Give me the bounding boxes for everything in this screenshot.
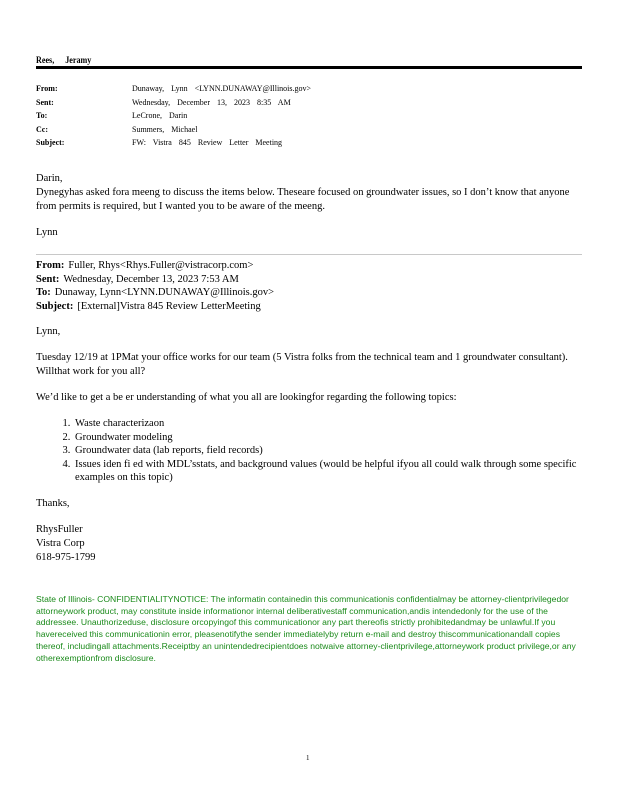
header-row-sent <box>36 96 311 110</box>
header-label: Sent: <box>36 97 54 107</box>
header-label: From: <box>36 84 58 93</box>
header-divider <box>36 66 582 69</box>
fwd-label: Subject: <box>36 300 74 312</box>
message-paragraph: Dynegyhas asked fora meeng to discuss the items below. Theseare focused on groundwater issues, so I don’t know that anyone from permits is required, but I wanted you to be aware of the meeng. <box>36 187 570 212</box>
signature-phone: 618-975-1799 <box>36 551 96 563</box>
fwd-label: Sent: <box>36 273 60 285</box>
fwd-paragraph-1: Tuesday 12/19 at 1PMat your office works for our team (5 Vistra folks from the technical team and 1 groundwater consultant). Willthat work for you all? <box>36 352 568 377</box>
signature-name: RhysFuller <box>36 523 83 535</box>
top-sender-name: Rees, Jeramy <box>36 55 92 65</box>
fwd-greeting: Lynn, <box>36 326 61 337</box>
fwd-row-subject <box>36 300 582 314</box>
header-value: Dunaway, Lynn <LYNN.DUNAWAY@Illinois.gov> <box>132 84 312 93</box>
header-row-from <box>36 82 311 96</box>
email-header <box>36 82 311 150</box>
fwd-thanks: Thanks, <box>36 497 70 509</box>
forward-divider <box>36 254 582 255</box>
fwd-row-from <box>36 259 582 273</box>
fwd-row-sent <box>36 273 582 287</box>
fwd-label: To: <box>36 287 51 298</box>
fwd-label: From: <box>36 260 65 271</box>
header-value: Wednesday, December 13, 2023 8:35 AM <box>132 97 291 107</box>
list-item: 3. Groundwater data (lab reports, field records) <box>73 444 582 458</box>
header-value: Summers, Michael <box>132 124 198 134</box>
fwd-value: [External]Vistra 845 Review LetterMeeting <box>77 300 261 312</box>
topics-list <box>36 417 582 485</box>
message-signoff: Lynn <box>36 227 58 238</box>
header-row-cc <box>36 123 311 137</box>
email-body <box>36 172 582 565</box>
message-greeting: Darin, <box>36 173 63 184</box>
confidentiality-notice: State of Illinois- CONFIDENTIALITYNOTICE: The informatin containedin this communicationis confidentialmay be attorney-clientprivilegedor attorneywork product, may constitute inside informationor internal deliberativestaff communication,andis intendedonly for the use of the addressee. Unauthorizeduse, disclosure orcopyingof this communicationor any part thereofis strictly prohibitedandmay be unlawful.If you havereceived this communicationin error, pleasenotifythe sender immediatelyby return e-mail and destroy thiscommunicationandall copies thereof, includingall attachments.Receiptby an unintendedrecipientdoes notwaive attorney-clientprivilege,attorneywork product privilege,or any otherexemptionfrom disclosure. <box>36 594 576 663</box>
header-label: Subject: <box>36 138 65 147</box>
page-number: 1 <box>306 754 310 762</box>
header-value: FW: Vistra 845 Review Letter Meeting <box>132 138 283 147</box>
fwd-value: Fuller, Rhys<Rhys.Fuller@vistracorp.com> <box>68 260 254 271</box>
fwd-paragraph-2: We’d like to get a be er understanding of what you all are lookingfor regarding the following topics: <box>36 392 457 403</box>
header-label: Cc: <box>36 124 48 134</box>
header-value: LeCrone, Darin <box>132 111 188 120</box>
fwd-value: Wednesday, December 13, 2023 7:53 AM <box>63 273 239 285</box>
fwd-value: Dunaway, Lynn<LYNN.DUNAWAY@Illinois.gov> <box>54 287 274 298</box>
list-item: 4. Issues iden fi ed with MDL’sstats, and background values (would be helpful ifyou all could walk through some specific examples on this topic) <box>73 458 582 485</box>
fwd-row-to <box>36 286 582 300</box>
header-row-to <box>36 109 311 123</box>
list-item: 1. Waste characterizaon <box>73 417 582 431</box>
header-row-subject <box>36 136 311 150</box>
header-label: To: <box>36 111 48 120</box>
signature-company: Vistra Corp <box>36 537 85 549</box>
list-item: 2. Groundwater modeling <box>73 431 582 445</box>
forwarded-header <box>36 259 582 313</box>
